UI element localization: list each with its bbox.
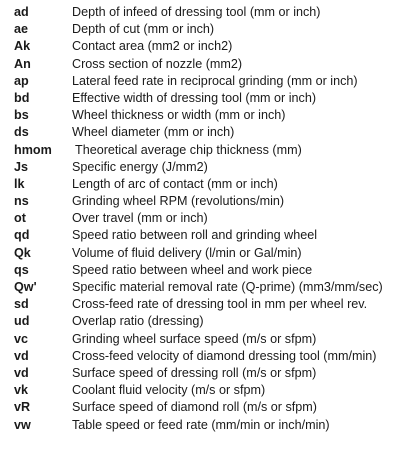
glossary-row (14, 245, 406, 262)
glossary-definition: Cross-feed rate of dressing tool in mm per wheel rev. (72, 297, 368, 312)
glossary-row (14, 107, 406, 124)
glossary-term: vc (14, 331, 29, 346)
glossary-term: lk (14, 176, 25, 191)
glossary-definition: Theoretical average chip thickness (mm) (75, 142, 302, 157)
glossary-term: ns (14, 194, 29, 209)
glossary-row (14, 56, 406, 73)
glossary-definition: Wheel diameter (mm or inch) (72, 125, 235, 140)
glossary-definition: Cross-feed velocity of diamond dressing tool (mm/min) (72, 348, 377, 363)
glossary-term: sd (14, 297, 29, 312)
glossary-definition: Surface speed of dressing roll (m/s or sfpm) (72, 365, 317, 380)
glossary-definition: Length of arc of contact (mm or inch) (72, 176, 278, 191)
glossary-definition: Grinding wheel RPM (revolutions/min) (72, 194, 285, 209)
glossary-row (14, 313, 406, 330)
glossary-term: vR (14, 400, 31, 415)
glossary-row (14, 279, 406, 296)
glossary-row (14, 210, 406, 227)
glossary-definition: Lateral feed rate in reciprocal grinding (mm or inch) (72, 73, 358, 88)
glossary-definition: Volume of fluid delivery (l/min or Gal/min) (72, 245, 302, 260)
glossary-definition: Effective width of dressing tool (mm or inch) (72, 90, 317, 105)
glossary-row (14, 331, 406, 348)
glossary-row (14, 4, 406, 21)
glossary-term: Js (14, 159, 29, 174)
glossary-definition: Speed ratio between wheel and work piece (72, 262, 313, 277)
glossary-definition: Table speed or feed rate (mm/min or inch/min) (72, 417, 330, 432)
glossary-row (14, 399, 406, 416)
glossary-row (14, 90, 406, 107)
glossary-term: ad (14, 5, 29, 19)
glossary-term: ap (14, 73, 29, 88)
glossary-term: vd (14, 348, 29, 363)
glossary-row (14, 142, 406, 159)
glossary-definition: Overlap ratio (dressing) (72, 314, 204, 329)
glossary-term: bd (14, 90, 30, 105)
glossary-term: Qk (14, 245, 31, 260)
glossary-definition: Depth of infeed of dressing tool (mm or inch) (72, 5, 321, 19)
glossary-list (14, 4, 406, 434)
glossary-row (14, 382, 406, 399)
glossary-definition: Cross section of nozzle (mm2) (72, 56, 243, 71)
glossary-term: vw (14, 417, 31, 432)
glossary-row (14, 21, 406, 38)
glossary-term: qs (14, 262, 29, 277)
glossary-term: Qw' (14, 280, 37, 294)
glossary-row (14, 73, 406, 90)
glossary-term: Ak (14, 39, 31, 54)
glossary-definition: Specific energy (J/mm2) (72, 159, 208, 174)
glossary-definition: Depth of cut (mm or inch) (72, 22, 215, 37)
glossary-term: An (14, 56, 31, 71)
glossary-term: ot (14, 211, 26, 226)
glossary-definition: Wheel thickness or width (mm or inch) (72, 108, 286, 123)
glossary-row (14, 193, 406, 210)
glossary-term: ds (14, 125, 29, 140)
glossary-row (14, 296, 406, 313)
glossary-row (14, 159, 406, 176)
glossary-definition: Surface speed of diamond roll (m/s or sfpm) (72, 400, 317, 415)
glossary-definition: Contact area (mm2 or inch2) (72, 39, 233, 54)
glossary-definition: Specific material removal rate (Q-prime) (mm3/mm/sec) (72, 280, 383, 294)
glossary-row (14, 227, 406, 244)
glossary-row (14, 176, 406, 193)
glossary-row (14, 38, 406, 55)
glossary-term: vk (14, 383, 29, 398)
glossary-term: qd (14, 228, 30, 243)
glossary-definition: Coolant fluid velocity (m/s or sfpm) (72, 383, 266, 398)
glossary-row (14, 417, 406, 434)
glossary-row (14, 124, 406, 141)
glossary-term: bs (14, 108, 29, 123)
glossary-row (14, 365, 406, 382)
glossary-term: vd (14, 365, 29, 380)
glossary-row (14, 348, 406, 365)
glossary-row (14, 262, 406, 279)
glossary-term: ud (14, 314, 30, 329)
glossary-definition: Speed ratio between roll and grinding wheel (72, 228, 318, 243)
glossary-definition: Over travel (mm or inch) (72, 211, 208, 226)
glossary-term: hmom (14, 142, 52, 157)
glossary-term: ae (14, 22, 29, 37)
glossary-definition: Grinding wheel surface speed (m/s or sfpm) (72, 331, 317, 346)
